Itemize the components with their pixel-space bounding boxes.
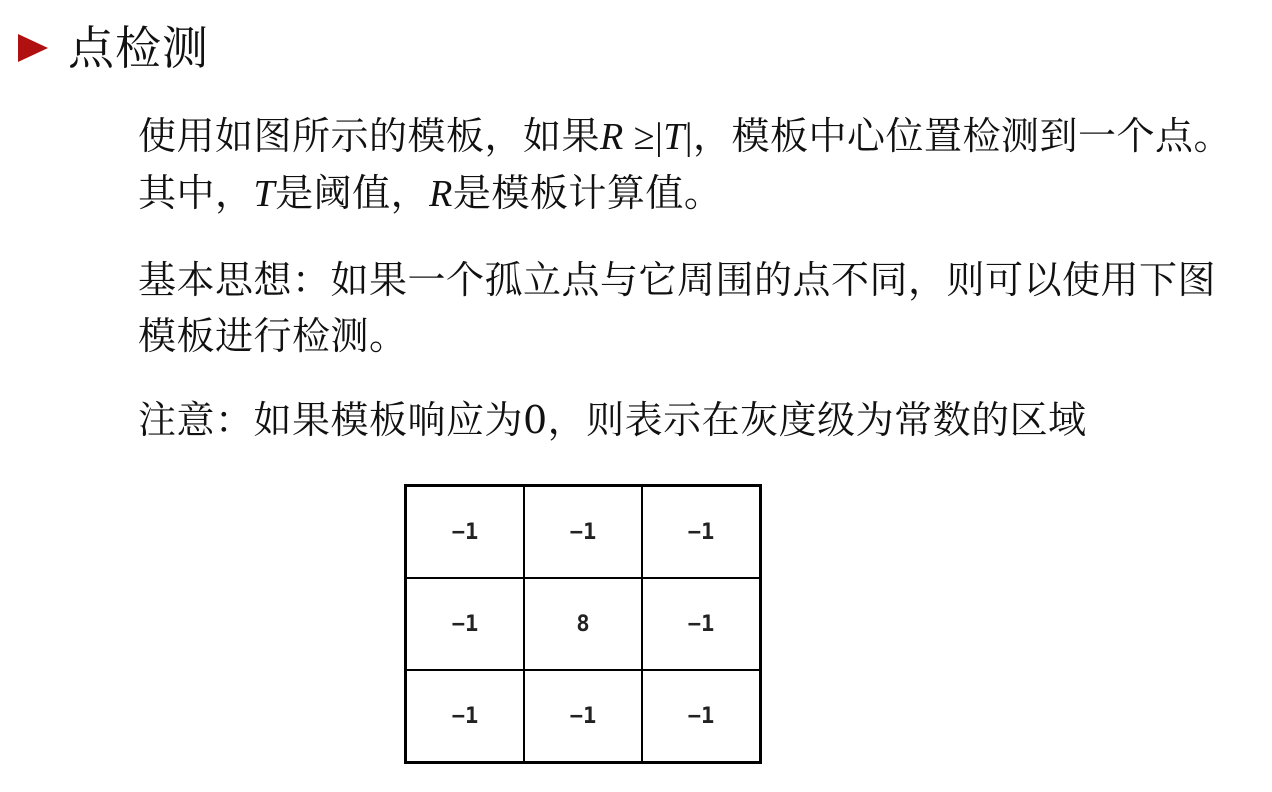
- kernel-row: [406, 670, 761, 763]
- kernel-row: [406, 578, 761, 670]
- kernel-cell: −1: [524, 670, 642, 763]
- kernel-cell: −1: [642, 670, 761, 763]
- ge-symbol: ≥|: [623, 116, 664, 158]
- triangle-bullet-icon: [18, 34, 48, 62]
- kernel-row: [406, 486, 761, 579]
- paragraph-definition: [138, 108, 1248, 222]
- p1-text-a: 使用如图所示的模板，如果: [138, 114, 601, 158]
- point-detection-kernel: [404, 484, 762, 764]
- var-t: T: [663, 116, 685, 158]
- abs-bar-close: |，: [684, 116, 732, 158]
- kernel-cell: −1: [524, 486, 642, 579]
- paragraph-note: 注意：如果模板响应为0，则表示在灰度级为常数的区域: [138, 398, 1087, 442]
- heading-title: 点检测: [68, 21, 209, 75]
- paragraph-idea: 基本思想：如果一个孤立点与它周围的点不同，则可以使用下图模板进行检测。: [138, 258, 1217, 358]
- p1-text-b: 模板中心位置检测到一个点。其中，: [138, 114, 1232, 215]
- kernel-center-cell: 8: [524, 578, 642, 670]
- p1-text-c: 是阈值，: [275, 171, 430, 215]
- kernel-cell: −1: [406, 670, 525, 763]
- var-t-2: T: [253, 173, 276, 215]
- p1-text-d: 是模板计算值。: [452, 171, 723, 215]
- kernel-cell: −1: [642, 578, 761, 670]
- kernel-cell: −1: [642, 486, 761, 579]
- var-r-2: R: [429, 173, 453, 215]
- var-r: R: [600, 116, 624, 158]
- slide-heading: [18, 18, 209, 78]
- kernel-cell: −1: [406, 578, 525, 670]
- kernel-cell: −1: [406, 486, 525, 579]
